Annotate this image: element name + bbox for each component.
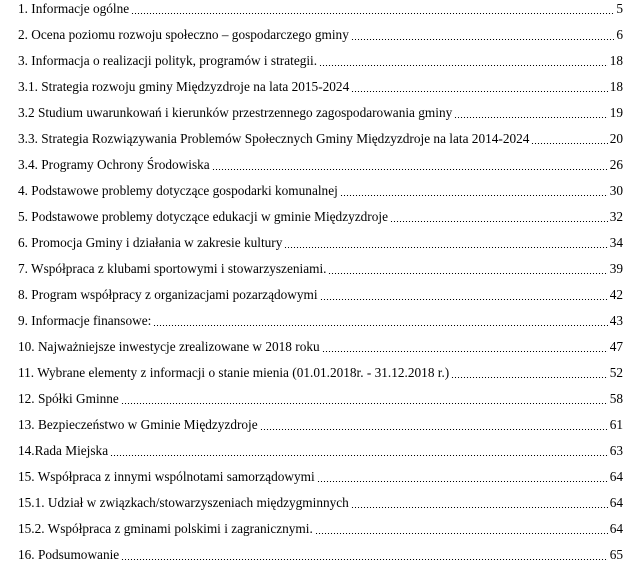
toc-dot-leader xyxy=(319,65,608,66)
toc-entry-title: 9. Informacje finansowe: xyxy=(18,313,152,328)
toc-dot-leader xyxy=(351,507,608,508)
toc-entry-page: 64 xyxy=(609,469,623,484)
toc-dot-leader xyxy=(121,559,608,560)
toc-entry-page: 52 xyxy=(609,365,623,380)
toc-entry[interactable] xyxy=(18,494,623,512)
toc-dot-leader xyxy=(320,299,608,300)
toc-entry-page: 65 xyxy=(609,547,623,562)
toc-entry-page: 61 xyxy=(609,417,623,432)
toc-entry-title: 15.1. Udział w związkach/stowarzyszeniach międzygminnych xyxy=(18,495,349,510)
toc-entry-page: 6 xyxy=(616,27,623,42)
toc-dot-leader xyxy=(451,377,607,378)
toc-entry-title: 16. Podsumowanie xyxy=(18,547,120,562)
toc-entry-title: 4. Podstawowe problemy dotyczące gospodarki komunalnej xyxy=(18,183,338,198)
toc-entry-title: 1. Informacje ogólne xyxy=(18,1,130,16)
toc-dot-leader xyxy=(322,351,608,352)
toc-entry-page: 19 xyxy=(609,105,623,120)
toc-entry[interactable] xyxy=(18,390,623,408)
toc-entry[interactable] xyxy=(18,364,623,382)
toc-dot-leader xyxy=(284,247,607,248)
toc-dot-leader xyxy=(328,273,607,274)
toc-entry-page: 64 xyxy=(609,521,623,536)
toc-entry-title: 15.2. Współpraca z gminami polskimi i zagranicznymi. xyxy=(18,521,313,536)
toc-entry-page: 47 xyxy=(609,339,623,354)
toc-entry-page: 32 xyxy=(609,209,623,224)
toc-entry-title: 3.4. Programy Ochrony Środowiska xyxy=(18,157,210,172)
toc-entry[interactable] xyxy=(18,52,623,70)
toc-entry[interactable] xyxy=(18,338,623,356)
toc-dot-leader xyxy=(317,481,608,482)
toc-entry[interactable] xyxy=(18,286,623,304)
toc-entry-title: 6. Promocja Gminy i działania w zakresie kultury xyxy=(18,235,283,250)
toc-entry[interactable] xyxy=(18,468,623,486)
toc-entry-page: 5 xyxy=(616,1,623,16)
toc-entry-title: 12. Spółki Gminne xyxy=(18,391,119,406)
toc-entry[interactable] xyxy=(18,78,623,96)
toc-entry-title: 3.2 Studium uwarunkowań i kierunków przestrzennego zagospodarowania gminy xyxy=(18,105,453,120)
toc-entry[interactable] xyxy=(18,0,623,18)
toc-entry-page: 39 xyxy=(609,261,623,276)
toc-entry[interactable] xyxy=(18,260,623,278)
toc-entry-page: 42 xyxy=(609,287,623,302)
toc-entry-title: 3.1. Strategia rozwoju gminy Międzyzdroje na lata 2015-2024 xyxy=(18,79,350,94)
toc-entry[interactable] xyxy=(18,442,623,460)
toc-entry-page: 30 xyxy=(609,183,623,198)
toc-dot-leader xyxy=(110,455,608,456)
toc-dot-leader xyxy=(121,403,608,404)
toc-dot-leader xyxy=(260,429,608,430)
toc-dot-leader xyxy=(340,195,608,196)
toc-entry-page: 18 xyxy=(609,53,623,68)
toc-entry-page: 26 xyxy=(609,157,623,172)
toc-entry-title: 7. Współpraca z klubami sportowymi i stowarzyszeniami. xyxy=(18,261,327,276)
toc-dot-leader xyxy=(390,221,608,222)
toc-entry-page: 43 xyxy=(609,313,623,328)
toc-entry-title: 14.Rada Miejska xyxy=(18,443,109,458)
toc-entry-title: 10. Najważniejsze inwestycje zrealizowane w 2018 roku xyxy=(18,339,320,354)
toc-entry-page: 34 xyxy=(609,235,623,250)
toc-entry[interactable] xyxy=(18,104,623,122)
toc-entry[interactable] xyxy=(18,312,623,330)
toc-entry[interactable] xyxy=(18,546,623,564)
toc-dot-leader xyxy=(131,13,614,14)
toc-entry[interactable] xyxy=(18,208,623,226)
toc-dot-leader xyxy=(351,91,607,92)
toc-dot-leader xyxy=(212,169,608,170)
toc-dot-leader xyxy=(351,39,614,40)
toc-entry[interactable] xyxy=(18,520,623,538)
toc-entry-title: 3.3. Strategia Rozwiązywania Problemów Społecznych Gminy Międzyzdroje na lata 2014-2024 xyxy=(18,131,530,146)
toc-entry-page: 58 xyxy=(609,391,623,406)
toc-entry[interactable] xyxy=(18,130,623,148)
toc-entry-page: 63 xyxy=(609,443,623,458)
toc-entry-page: 64 xyxy=(609,495,623,510)
toc-dot-leader xyxy=(153,325,607,326)
toc-entry[interactable] xyxy=(18,26,623,44)
toc-dot-leader xyxy=(531,143,607,144)
toc-entry-title: 3. Informacja o realizacji polityk, programów i strategii. xyxy=(18,53,318,68)
toc-entry-title: 15. Współpraca z innymi wspólnotami samorządowymi xyxy=(18,469,315,484)
toc-entry-title: 13. Bezpieczeństwo w Gminie Międzyzdroje xyxy=(18,417,258,432)
toc-entry[interactable] xyxy=(18,416,623,434)
toc-entry-title: 2. Ocena poziomu rozwoju społeczno – gospodarczego gminy xyxy=(18,27,349,42)
toc-entry-title: 5. Podstawowe problemy dotyczące edukacji w gminie Międzyzdroje xyxy=(18,209,388,224)
toc-entry-title: 8. Program współpracy z organizacjami pozarządowymi xyxy=(18,287,318,302)
toc-entry[interactable] xyxy=(18,234,623,252)
toc-dot-leader xyxy=(454,117,607,118)
toc-dot-leader xyxy=(315,533,608,534)
toc-entry-page: 18 xyxy=(609,79,623,94)
toc-entry[interactable] xyxy=(18,156,623,174)
toc-entry[interactable] xyxy=(18,182,623,200)
toc-entry-page: 20 xyxy=(609,131,623,146)
toc-entry-title: 11. Wybrane elementy z informacji o stanie mienia (01.01.2018r. - 31.12.2018 r.) xyxy=(18,365,450,380)
